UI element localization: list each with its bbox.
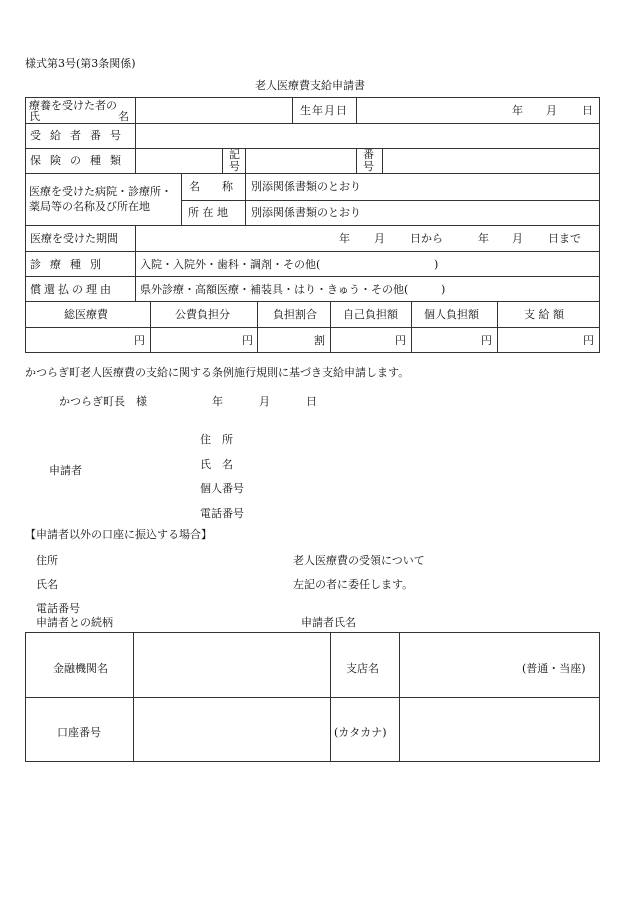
institution-name-label: 名 称	[189, 180, 233, 193]
transfer-relation-label: 申請者との続柄	[36, 616, 113, 629]
period-from-month: 月	[374, 232, 385, 245]
cost-unit-ratio: 割	[314, 334, 325, 347]
period-from-day: 日から	[410, 232, 443, 245]
cost-header-payment: 支 給 額	[524, 308, 564, 321]
form-title: 老人医療費支給申請書	[255, 79, 365, 92]
bank-katakana-label: (カタカナ)	[334, 726, 387, 739]
treatment-type-close: )	[434, 258, 439, 271]
cost-header-total: 総医療費	[64, 308, 108, 321]
transfer-heading: 【申請者以外の口座に振込する場合】	[25, 528, 212, 541]
period-from-year: 年	[339, 232, 350, 245]
cost-header-personal: 個人負担額	[424, 308, 479, 321]
mayor-addressee: かつらぎ町長 様	[59, 395, 147, 408]
recipient-number-label: 受給者番号	[30, 129, 130, 142]
transfer-address-label: 住所	[36, 554, 58, 567]
institution-name-value: 別添関係書類のとおり	[251, 180, 361, 193]
symbol-label-bottom: 号	[229, 160, 240, 173]
cost-unit-personal: 円	[481, 334, 492, 347]
cost-header-self: 自己負担額	[343, 308, 398, 321]
birth-year-unit: 年	[512, 104, 523, 117]
application-statement: かつらぎ町老人医療費の支給に関する条例施行規則に基づき支給申請します。	[25, 366, 410, 379]
transfer-name-label: 氏名	[36, 578, 58, 591]
period-to-year: 年	[478, 232, 489, 245]
cost-unit-payment: 円	[583, 334, 594, 347]
transfer-phone-label: 電話番号	[36, 602, 80, 615]
bank-institution-label: 金融機関名	[53, 662, 108, 675]
applicant-name-label: 氏 名	[200, 458, 233, 471]
application-day-unit: 日	[306, 395, 317, 408]
cost-unit-self: 円	[395, 334, 406, 347]
bank-account-type: (普通・当座)	[522, 662, 586, 675]
application-month-unit: 月	[259, 395, 270, 408]
institution-address-label: 所 在 地	[188, 206, 228, 219]
applicant-address-label: 住 所	[200, 433, 233, 446]
applicant-phone-label: 電話番号	[200, 507, 244, 520]
treatment-type-label: 診療種別	[30, 258, 110, 271]
refund-reason-options: 県外診療・高額医療・補装具・はり・きゅう・その他(	[140, 283, 409, 296]
delegation-line1: 老人医療費の受領について	[293, 554, 425, 567]
bank-account-number-label: 口座番号	[57, 726, 101, 739]
cost-unit-total: 円	[134, 334, 145, 347]
symbol-label-top: 記	[229, 148, 240, 161]
insurance-type-label: 保険の種類	[30, 154, 130, 167]
period-to-month: 月	[512, 232, 523, 245]
institution-address-value: 別添関係書類のとおり	[251, 206, 361, 219]
refund-reason-label: 償還払の理由	[30, 283, 114, 296]
institution-label-line2: 薬局等の名称及び所在地	[29, 200, 150, 213]
patient-label-line2-b: 名	[118, 110, 129, 123]
period-to-day: 日まで	[548, 232, 581, 245]
application-year-unit: 年	[212, 395, 223, 408]
patient-label-line2-a: 氏	[29, 110, 40, 123]
institution-label-line1: 医療を受けた病院・診療所・	[29, 185, 172, 198]
refund-reason-close: )	[441, 283, 446, 296]
period-label: 医療を受けた期間	[30, 232, 118, 245]
birth-date-label: 生年月日	[300, 104, 348, 117]
treatment-type-options: 入院・入院外・歯科・調剤・その他(	[140, 258, 321, 271]
birth-month-unit: 月	[546, 104, 557, 117]
cost-unit-public: 円	[242, 334, 253, 347]
applicant-personal-number-label: 個人番号	[200, 482, 244, 495]
patient-label-line1: 療養を受けた者の	[29, 99, 117, 112]
number-label-bottom: 号	[363, 160, 374, 173]
cost-header-public: 公費負担分	[175, 308, 230, 321]
delegation-line2: 左記の者に委任します。	[293, 578, 414, 591]
number-label-top: 番	[363, 148, 374, 161]
bank-branch-label: 支店名	[346, 662, 379, 675]
birth-day-unit: 日	[582, 104, 593, 117]
cost-header-ratio: 負担割合	[273, 308, 317, 321]
delegation-applicant-name-label: 申請者氏名	[301, 616, 356, 629]
applicant-label: 申請者	[49, 464, 82, 477]
form-number: 様式第3号(第3条関係)	[25, 57, 136, 70]
